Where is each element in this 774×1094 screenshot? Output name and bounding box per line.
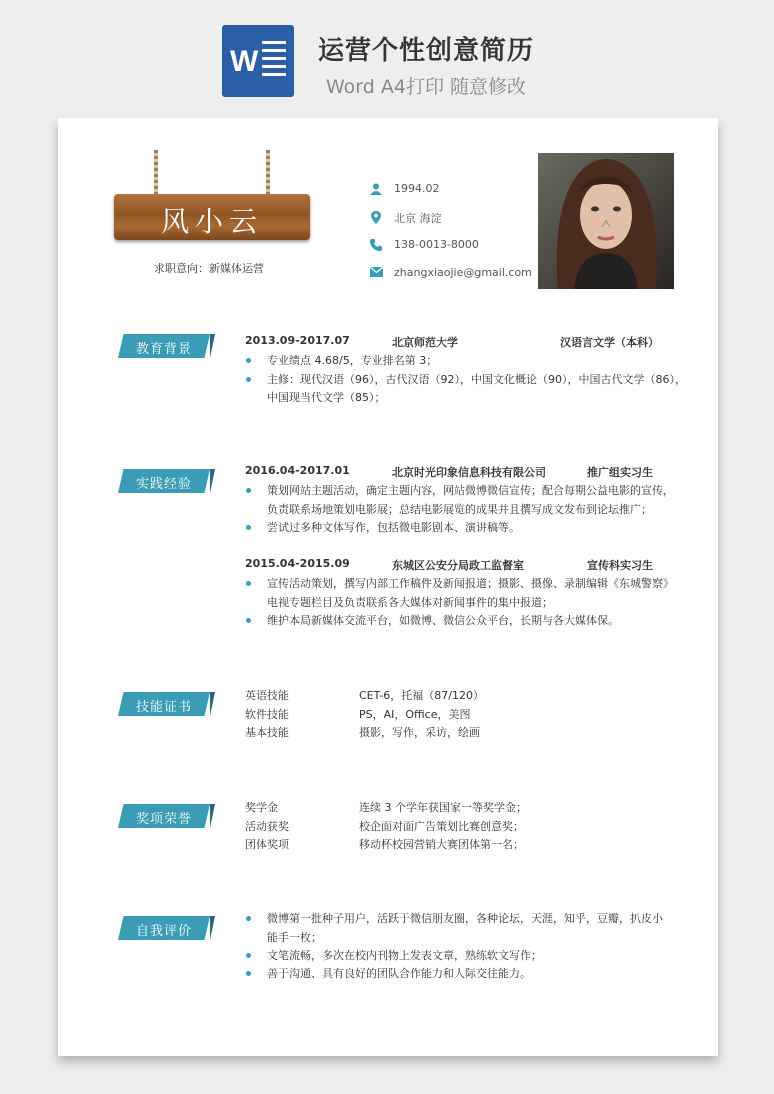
resume-page	[58, 118, 718, 1056]
skill-value: CET-6，托福（87/120）	[359, 689, 485, 702]
section-tag-awards	[118, 804, 214, 828]
award-value: 移动杯校园营销大赛团体第一名；	[359, 838, 524, 851]
awards-title: 奖项荣誉	[135, 812, 192, 827]
banner	[0, 0, 774, 110]
mail-icon	[370, 267, 383, 277]
job-line: 电视专题栏目及负责联系各大媒体对新闻事件的集中报道；	[267, 596, 553, 609]
email-value: zhangxiaojie@gmail.com	[394, 266, 532, 279]
job-period: 2015.04-2015.09	[245, 557, 350, 570]
education-period: 2013.09-2017.07	[245, 334, 350, 347]
self-line: 善于沟通、具有良好的团队合作能力和人际交往能力。	[267, 967, 531, 980]
bullet-dot	[246, 971, 251, 976]
experience-title: 实践经验	[135, 477, 192, 492]
job-company: 东城区公安分局政工监督室	[392, 559, 524, 572]
phone-icon	[370, 239, 382, 251]
job-role: 宣传科实习生	[587, 559, 653, 572]
person-icon	[370, 183, 382, 195]
word-icon	[222, 25, 294, 97]
skill-label: 基本技能	[245, 726, 289, 739]
skill-value: 摄影，写作，采访，绘画	[359, 726, 480, 739]
award-label: 团体奖项	[245, 838, 289, 851]
job-line: 策划网站主题活动，确定主题内容，网站微博微信宣传；配合每期公益电影的宣传，	[267, 484, 674, 497]
birth-value: 1994.02	[394, 182, 440, 195]
location-pin-icon	[370, 211, 382, 224]
self-title: 自我评价	[135, 924, 192, 939]
name-sign	[114, 194, 310, 240]
person-name: 风小云	[160, 205, 263, 238]
banner-title: 运营个性创意简历	[318, 36, 535, 66]
section-tag-self	[118, 916, 214, 940]
award-value: 校企面对面广告策划比赛创意奖；	[359, 820, 524, 833]
bullet-dot	[246, 377, 251, 382]
bullet-dot	[246, 618, 251, 623]
education-line: 中国现当代文学（85）；	[267, 391, 386, 404]
skill-label: 软件技能	[245, 708, 289, 721]
phone-value: 138-0013-8000	[394, 238, 479, 251]
job-intent: 求职意向：新媒体运营	[154, 262, 264, 275]
education-line: 专业绩点 4.68/5，专业排名第 3；	[267, 354, 438, 367]
job-line: 宣传活动策划，撰写内部工作稿件及新闻报道；摄影、摄像、录制编辑《东城警察》	[267, 577, 674, 590]
section-tag-skills	[118, 692, 214, 716]
chain-left	[154, 150, 158, 194]
bullet-dot	[246, 358, 251, 363]
location-value: 北京 海淀	[394, 212, 442, 225]
education-title: 教育背景	[135, 342, 192, 357]
bullet-dot	[246, 488, 251, 493]
bullet-dot	[246, 581, 251, 586]
job-company: 北京时光印象信息科技有限公司	[392, 466, 546, 479]
bullet-dot	[246, 525, 251, 530]
award-label: 奖学金	[245, 801, 278, 814]
education-school: 北京师范大学	[392, 336, 458, 349]
award-label: 活动获奖	[245, 820, 289, 833]
award-value: 连续 3 个学年获国家一等奖学金；	[359, 801, 527, 814]
skills-title: 技能证书	[135, 700, 192, 715]
education-major: 汉语言文学（本科）	[560, 336, 659, 349]
profile-photo	[538, 153, 674, 289]
self-line: 微博第一批种子用户，活跃于微信朋友圈，各种论坛，天涯，知乎，豆瓣，扒皮小	[267, 912, 663, 925]
job-line: 维护本局新媒体交流平台，如微博、微信公众平台，长期与各大媒体保。	[267, 614, 619, 627]
skill-label: 英语技能	[245, 689, 289, 702]
bullet-dot	[246, 953, 251, 958]
section-tag-education	[118, 334, 214, 358]
job-role: 推广组实习生	[587, 466, 653, 479]
job-period: 2016.04-2017.01	[245, 464, 350, 477]
bullet-dot	[246, 916, 251, 921]
job-line: 尝试过多种文体写作，包括微电影剧本、演讲稿等。	[267, 521, 520, 534]
chain-right	[266, 150, 270, 194]
education-line: 主修：现代汉语（96），古代汉语（92），中国文化概论（90），中国古代文学（86），	[267, 373, 686, 386]
word-logo-letter: W	[230, 45, 259, 78]
self-line: 能手一枚；	[267, 931, 322, 944]
self-line: 文笔流畅，多次在校内刊物上发表文章，熟练软文写作；	[267, 949, 542, 962]
job-line: 负责联系场地策划电影展；总结电影展览的成果并且撰写成文发布到论坛推广；	[267, 503, 652, 516]
skill-value: PS，AI，Office，美图	[359, 708, 471, 721]
banner-subtitle: Word A4打印 随意修改	[326, 76, 527, 98]
section-tag-experience	[118, 469, 214, 493]
